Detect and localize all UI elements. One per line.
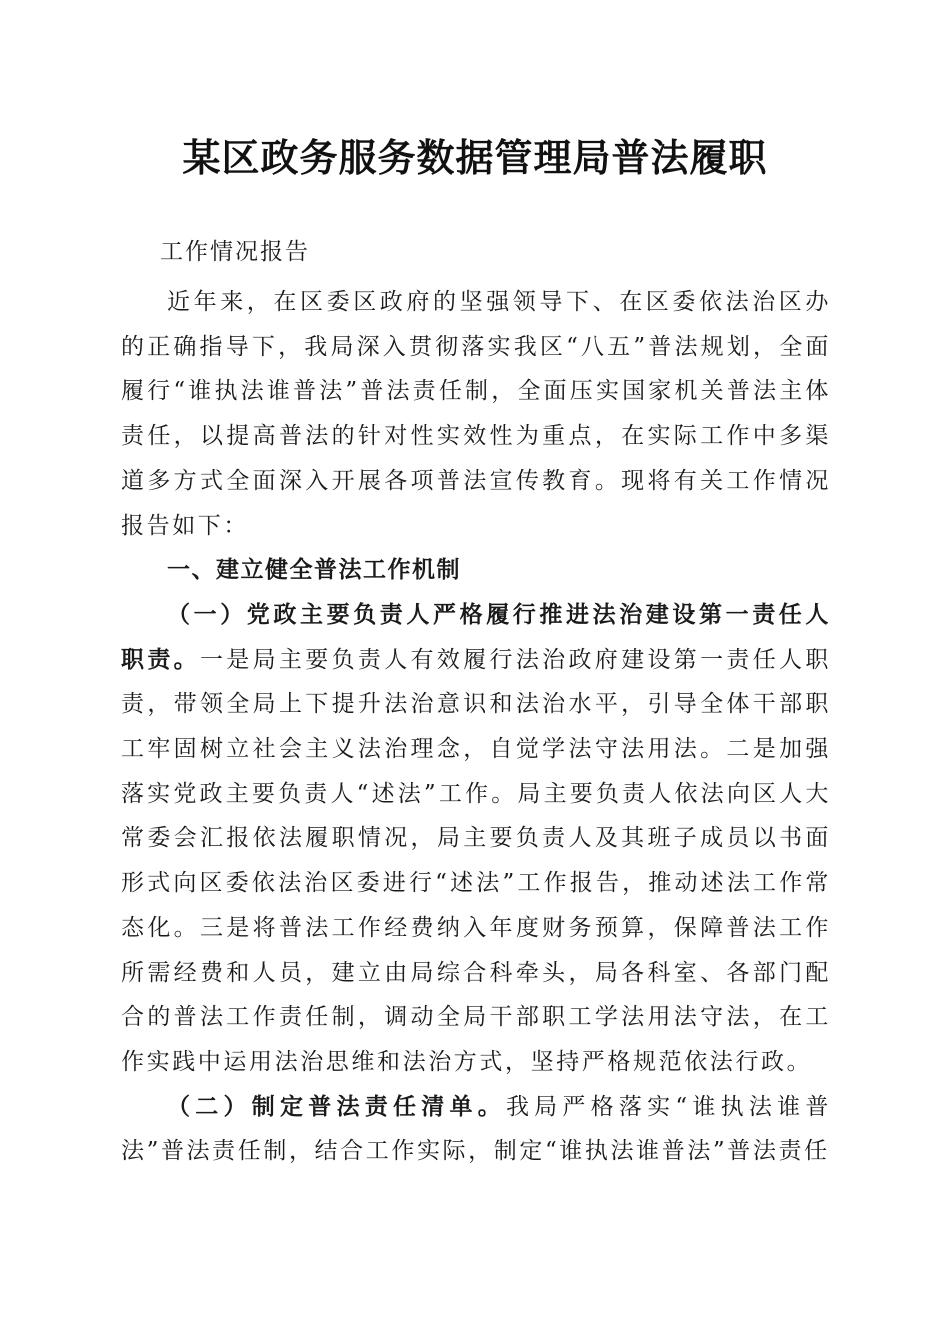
section-1-item-1 [121,593,831,1085]
document-title: 某区政务服务数据管理局普法履职 [182,135,768,180]
intro-paragraph: 近年来，在区委区政府的坚强领导下、在区委依法治区办的正确指导下，我局深入贯彻落实我区“八五”普法规划，全面履行“谁执法谁普法”普法责任制，全面压实国家机关普法主体责任，以提高普法的针对性实效性为重点，在实际工作中多渠道多方式全面深入开展各项普法宣传教育。现将有关工作情况报告如下： [121,289,831,539]
section-1-item-1-text: 一是局主要负责人有效履行法治政府建设第一责任人职责，带领全局上下提升法治意识和法治水平，引导全体干部职工牢固树立社会主义法治理念，自觉学法守法用法。二是加强落实党政主要负责人“述法”工作。局主要负责人依法向区人大常委会汇报依法履职情况，局主要负责人及其班子成员以书面形式向区委依法治区委进行“述法”工作报告，推动述法工作常态化。三是将普法工作经费纳入年度财务预算，保障普法工作所需经费和人员，建立由局综合科牵头，局各科室、各部门配合的普法工作责任制，调动全局干部职工学法用法守法，在工作实践中运用法治思维和法治方式，坚持严格规范依法行政。 [121,646,831,1075]
section-1-item-2-text: 我局严格落实“谁执法谁普法”普法责任制，结合工作实际，制定“谁执法谁普法”普法责任 [121,1093,831,1165]
document-body [121,280,831,1174]
document-subtitle: 工作情况报告 [160,239,310,265]
section-1-item-2 [121,1085,831,1174]
section-1-heading: 一、建立健全普法工作机制 [167,557,461,584]
section-1-item-1-lead: （一）党政主要负责人严格履行推进法治建设第一责任人职责。 [121,600,831,673]
section-1-item-2-lead: （二）制定普法责任清单。 [167,1092,506,1120]
